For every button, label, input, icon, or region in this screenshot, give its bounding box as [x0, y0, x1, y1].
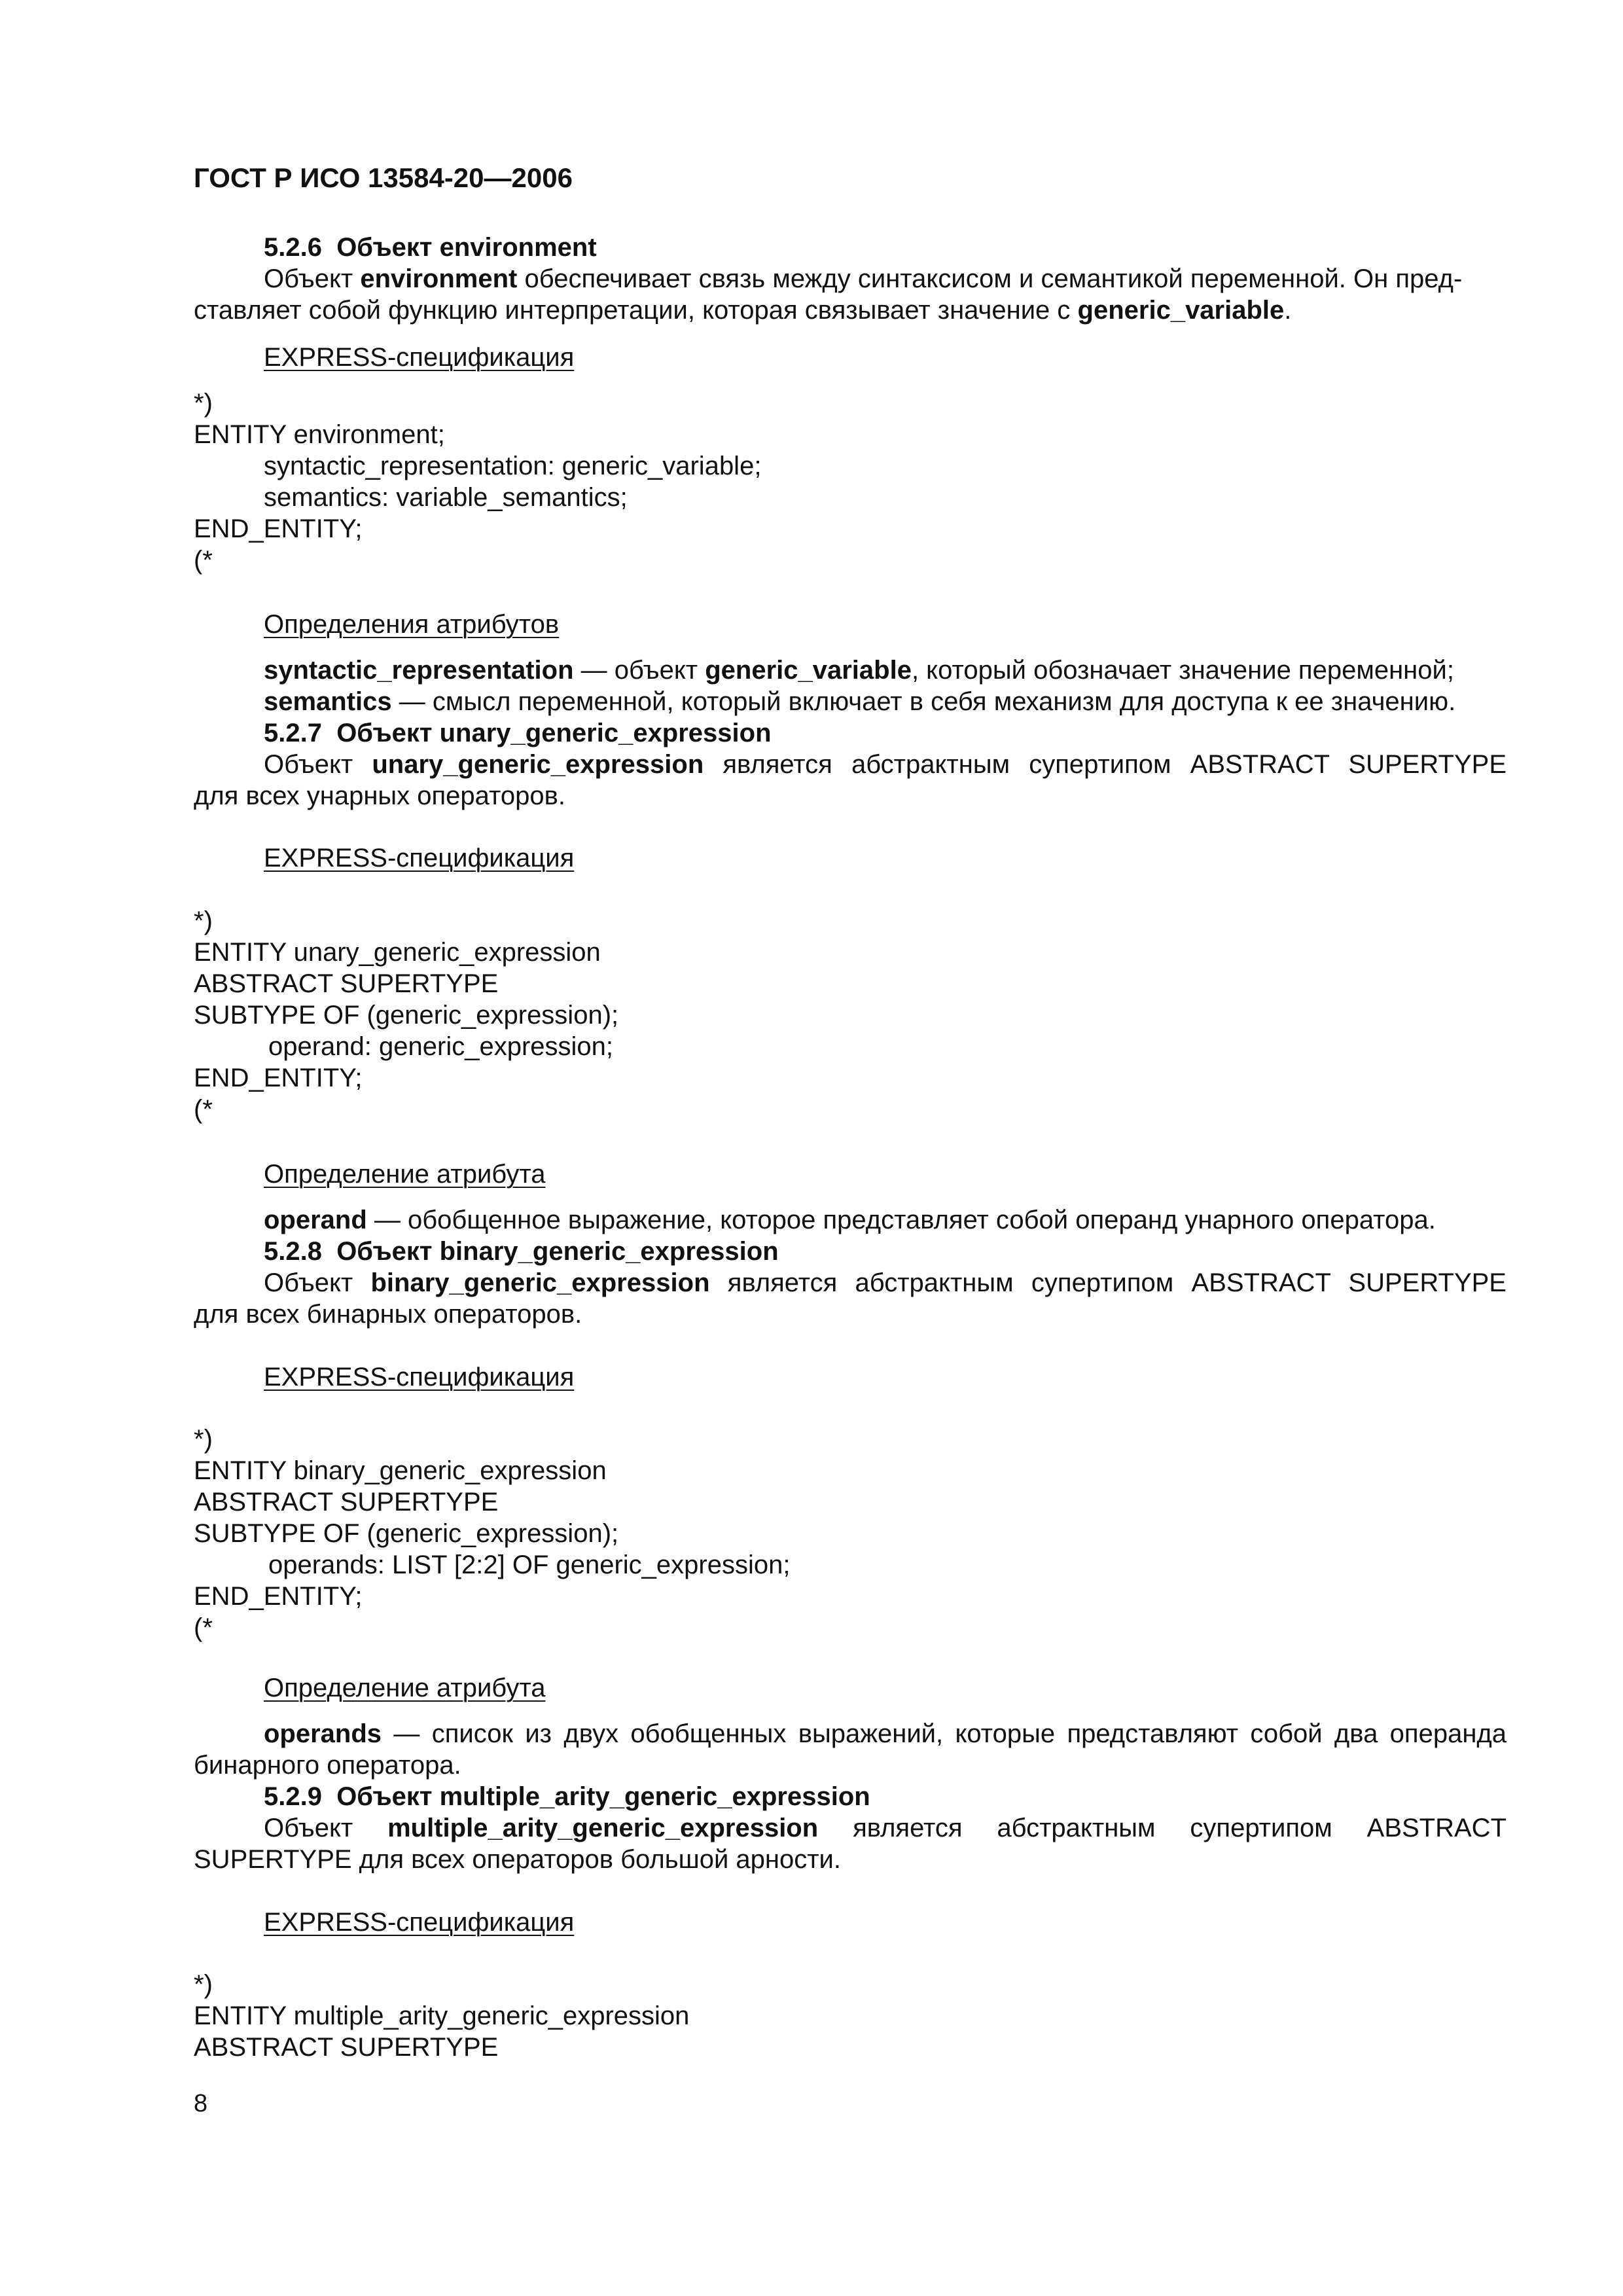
attribute-definitions-label: Определения атрибутов	[264, 610, 560, 639]
code-line: (*	[194, 1613, 213, 1642]
attribute-definition: operand — обобщенное выражение, которое представляет собой операнд унарного оператора.	[264, 1206, 1436, 1234]
code-line: operand: generic_expression;	[268, 1032, 614, 1061]
code-line: ENTITY environment;	[194, 420, 445, 449]
paragraph-line: SUPERTYPE для всех операторов большой арности.	[194, 1845, 842, 1874]
section-title-5-2-6: 5.2.6 Объект environment	[264, 233, 597, 262]
attribute-definition: semantics — смысл переменной, который включает в себя механизм для доступа к ее значению.	[264, 687, 1456, 716]
code-line: *)	[194, 389, 213, 418]
code-line: *)	[194, 906, 213, 935]
code-line: ENTITY binary_generic_expression	[194, 1456, 607, 1485]
section-title-5-2-8: 5.2.8 Объект binary_generic_expression	[264, 1237, 779, 1266]
doc-header: ГОСТ Р ИСО 13584-20—2006	[194, 162, 573, 193]
express-spec-label: EXPRESS-спецификация	[264, 343, 575, 372]
code-line: ABSTRACT SUPERTYPE	[194, 2033, 499, 2062]
attribute-definition-label: Определение атрибута	[264, 1674, 546, 1702]
paragraph-line: Объект unary_generic_expression является абстрактным супертипом ABSTRACT SUPERTYPE	[264, 750, 1507, 779]
code-line: (*	[194, 546, 213, 575]
code-line: (*	[194, 1095, 213, 1124]
code-line: operands: LIST [2:2] OF generic_expression;	[268, 1551, 791, 1579]
paragraph-line: Объект multiple_arity_generic_expression является абстрактным супертипом ABSTRACT	[264, 1814, 1507, 1842]
section-title-5-2-7: 5.2.7 Объект unary_generic_expression	[264, 719, 772, 747]
code-line: END_ENTITY;	[194, 1064, 363, 1092]
code-line: SUBTYPE OF (generic_expression);	[194, 1519, 619, 1548]
code-line: ABSTRACT SUPERTYPE	[194, 1488, 499, 1516]
attribute-definition: operands — список из двух обобщенных выражений, которые представляют собой два операнда	[264, 1719, 1507, 1748]
code-line: SUBTYPE OF (generic_expression);	[194, 1001, 619, 1030]
code-line: ENTITY multiple_arity_generic_expression	[194, 2001, 690, 2030]
paragraph-line: Объект environment обеспечивает связь между синтаксисом и семантикой переменной. Он пред-	[264, 264, 1463, 293]
express-spec-label: EXPRESS-спецификация	[264, 1363, 575, 1391]
code-line: END_ENTITY;	[194, 1582, 363, 1611]
paragraph-line: ставляет собой функцию интерпретации, которая связывает значение с generic_variable.	[194, 296, 1292, 325]
page-number: 8	[194, 2090, 208, 2117]
paragraph-line: бинарного оператора.	[194, 1751, 461, 1780]
paragraph-line: Объект binary_generic_expression является абстрактным супертипом ABSTRACT SUPERTYPE	[264, 1268, 1507, 1297]
section-title-5-2-9: 5.2.9 Объект multiple_arity_generic_expression	[264, 1782, 870, 1811]
paragraph-line: для всех бинарных операторов.	[194, 1300, 582, 1329]
attribute-definition: syntactic_representation — объект generic_variable, который обозначает значение переменной;	[264, 656, 1454, 685]
paragraph-line: для всех унарных операторов.	[194, 781, 566, 810]
code-line: syntactic_representation: generic_variable;	[264, 452, 762, 480]
attribute-definition-label: Определение атрибута	[264, 1160, 546, 1189]
code-line: semantics: variable_semantics;	[264, 483, 628, 512]
code-line: *)	[194, 1425, 213, 1454]
express-spec-label: EXPRESS-спецификация	[264, 844, 575, 872]
code-line: *)	[194, 1970, 213, 1999]
code-line: ABSTRACT SUPERTYPE	[194, 969, 499, 998]
express-spec-label: EXPRESS-спецификация	[264, 1908, 575, 1937]
code-line: END_ENTITY;	[194, 514, 363, 543]
code-line: ENTITY unary_generic_expression	[194, 938, 601, 967]
